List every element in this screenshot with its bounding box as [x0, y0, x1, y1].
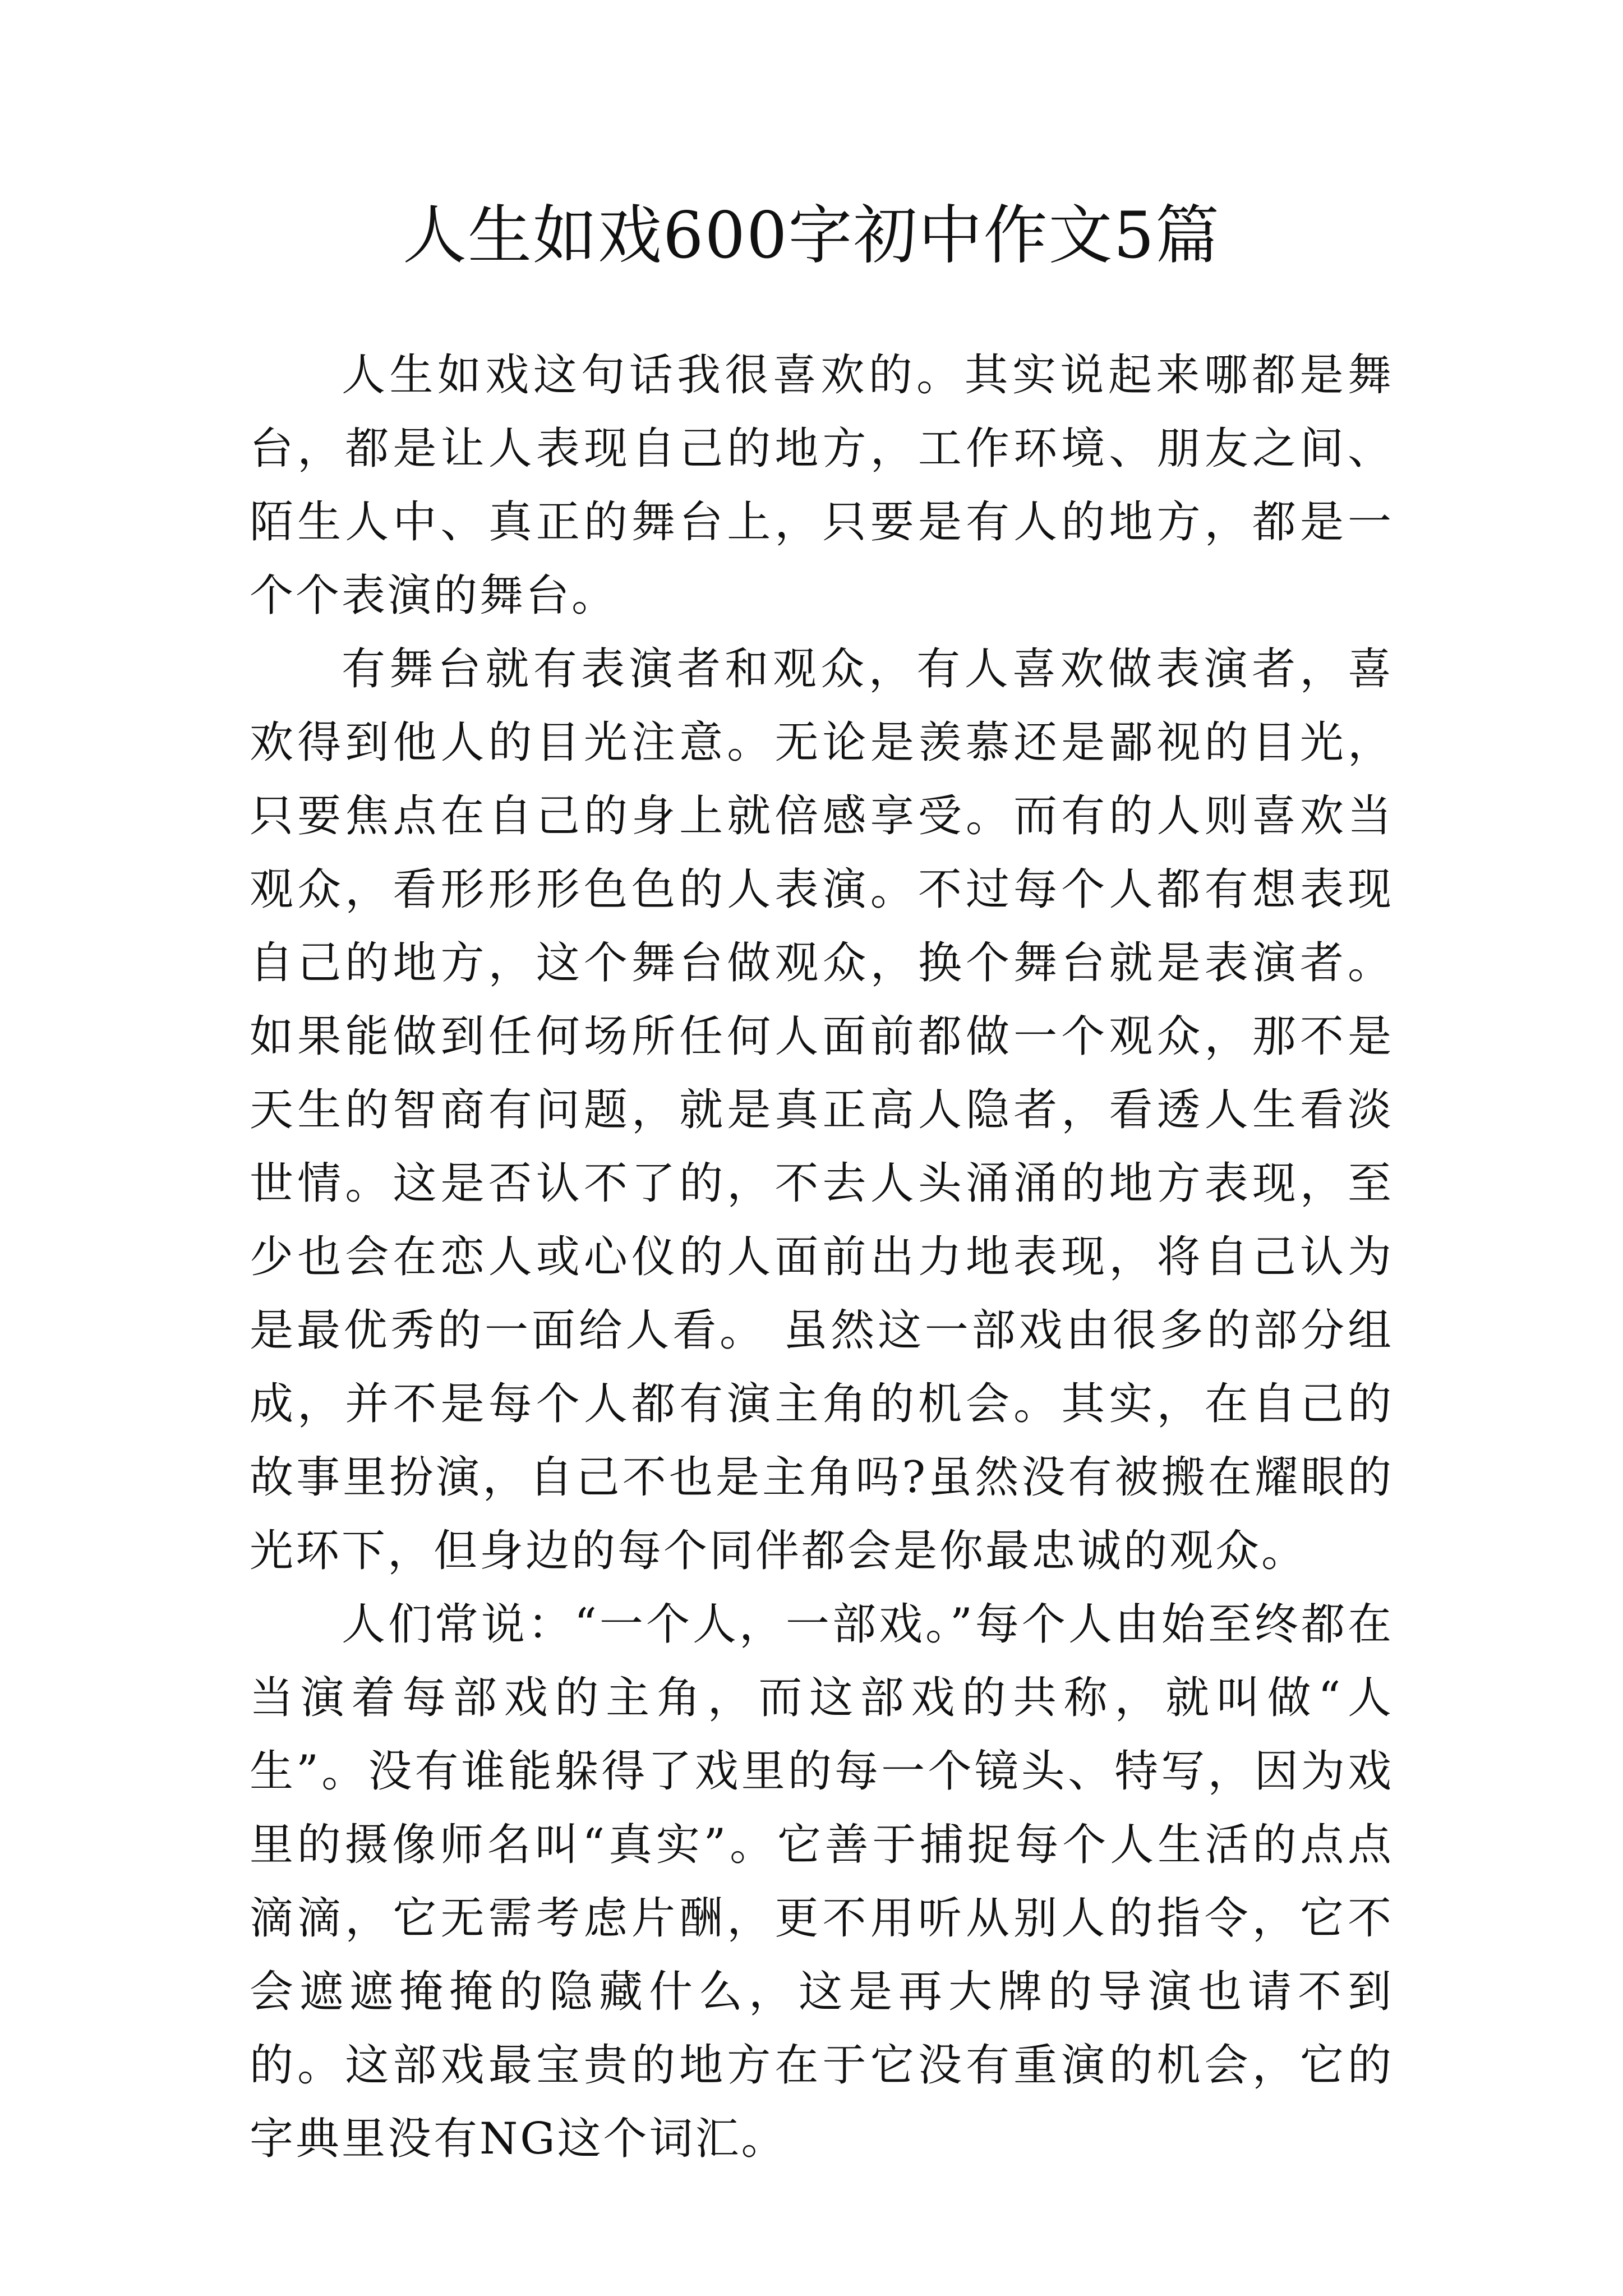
paragraph-1: 人生如戏这句话我很喜欢的。其实说起来哪都是舞台，都是让人表现自己的地方，工作环境、朋友之间、陌生人中、真正的舞台上，只要是有人的地方，都是一个个表演的舞台。	[250, 350, 1394, 621]
document-title: 人生如戏600字初中作文5篇	[402, 198, 1221, 273]
paragraph-2: 有舞台就有表演者和观众，有人喜欢做表演者，喜欢得到他人的目光注意。无论是羡慕还是鄙视的目光，只要焦点在自己的身上就倍感享受。而有的人则喜欢当观众，看形形形色色的人表演。不过每个人都有想表现自己的地方，这个舞台做观众，换个舞台就是表演者。如果能做到任何场所任何人面前都做一个观众，那不是天生的智商有问题，就是真正高人隐者，看透人生看淡世情。这是否认不了的，不去人头涌涌的地方表现，至少也会在恋人或心仪的人面前出力地表现，将自己认为是最优秀的一面给人看。 虽然这一部戏由很多的部分组成，并不是每个人都有演主角的机会。其实，在自己的故事里扮演，自己不也是主角吗?虽然没有被搬在耀眼的光环下，但身边的每个同伴都会是你最忠诚的观众。	[250, 644, 1394, 1576]
document-body	[250, 339, 1394, 2176]
paragraph-3: 人们常说：“一个人，一部戏。”每个人由始至终都在当演着每部戏的主角，而这部戏的共称，就叫做“人生”。没有谁能躲得了戏里的每一个镜头、特写，因为戏里的摄像师名叫“真实”。它善于捕捉每个人生活的点点滴滴，它无需考虑片酬，更不用听从别人的指令，它不会遮遮掩掩的隐藏什么，这是再大牌的导演也请不到的。这部戏最宝贵的地方在于它没有重演的机会，它的字典里没有NG这个词汇。	[250, 1599, 1394, 2164]
